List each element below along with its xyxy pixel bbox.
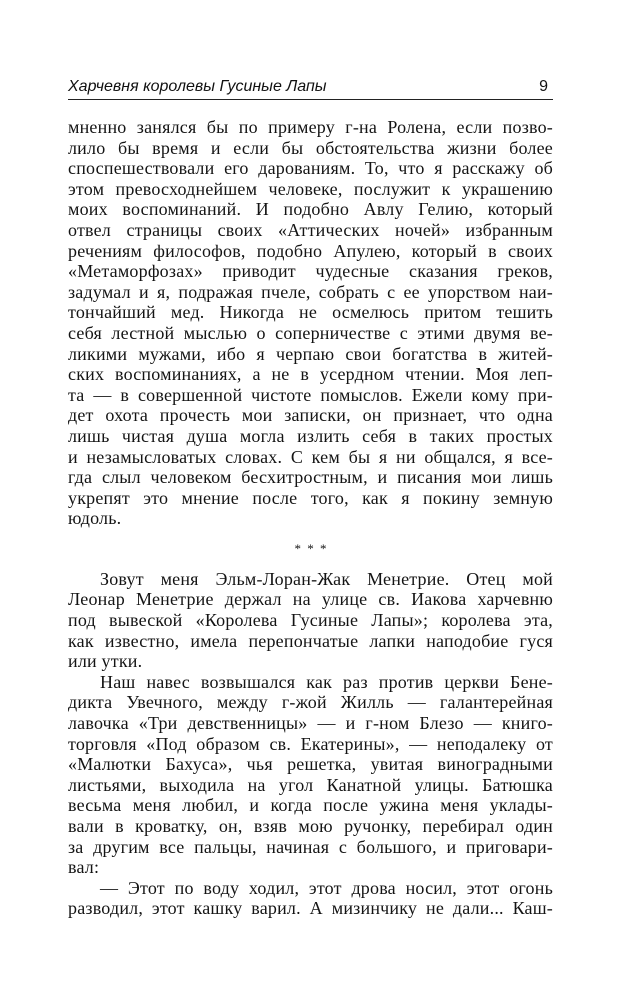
text-line: весьма меня любил, и когда после ужина меня уклады- [68,795,553,816]
text-line: дет охота прочесть мои записки, он признает, что одна [68,405,553,426]
text-line: «Малютки Бахуса», чья решетка, увитая виноградными [68,754,553,775]
paragraph-4 [68,878,553,919]
text-line: Наш навес возвышался как раз против церкви Бене- [100,671,553,692]
text-line: разводил, этот кашку варил. А мизинчику не дали... Каш- [68,898,553,919]
text-line: себя лестной мыслью о соперничестве с этими двумя ве- [68,322,553,343]
section-separator: * * * [294,540,327,556]
text-line: этом превосходнейшем человеке, послужит к украшению [68,178,553,199]
text-line: вали в кроватку, он, взяв мою ручонку, перебирал один [68,816,553,836]
text-line: лило бы время и если бы обстоятельства жизни более [68,137,553,158]
running-title: Харчевня королевы Гусиные Лапы [68,78,327,95]
text-line: речениям философов, подобно Апулею, который в своих [68,240,553,261]
text-line: и незамысловатых словах. С кем бы я ни общался, я все- [68,446,553,467]
text-line: «Метаморфозах» приводит чудесные сказания греков, [68,261,553,282]
text-line: — Этот по воду ходил, этот дрова носил, этот огонь [100,877,553,898]
text-block [68,117,553,919]
text-line: ских воспоминаниях, а не в усердном чтении. Моя леп- [68,364,553,385]
text-line: Зовут меня Эльм-Лоран-Жак Менетрие. Отец мой [100,568,553,589]
header-rule [68,99,553,100]
text-line: моих воспоминаний. И подобно Авлу Гелию, который [68,199,553,220]
text-line: споспешествовали его дарованиям. То, что я расскажу об [68,158,553,179]
text-line: тончайший мед. Никогда не осмелюсь притом тешить [68,302,553,323]
text-line: за другим все пальцы, начиная с большого, и приговари- [68,836,553,857]
text-line: мненно занялся бы по примеру г-на Ролена, если позво- [68,117,553,137]
text-line: юдоль. [68,508,122,529]
text-line: та — в совершенной чистоте помыслов. Ежели кому при- [68,384,553,405]
text-line: листьями, выходила на угол Канатной улицы. Батюшка [68,774,553,795]
text-line: задумал и я, подражая пчеле, собрать с ее упорством наи- [68,281,553,302]
text-line: торговля «Под образом св. Екатерины», — неподалеку от [68,733,553,754]
page-number: 9 [539,78,548,95]
paragraph-1 [68,117,553,529]
text-line: лишь чистая душа могла излить себя в таких простых [68,425,553,446]
text-line: лавочка «Три девственницы» — и г-ном Блезо — книго- [68,713,553,734]
paragraph-2 [68,569,553,672]
text-line: или утки. [68,651,143,672]
text-line: укрепят это мнение после того, как я покину земную [68,487,553,508]
text-line: под вывеской «Королева Гусиные Лапы»; королева эта, [68,610,553,631]
text-line: дикта Увечного, между г-жой Жилль — галантерейная [68,692,553,713]
text-line: как известно, имела перепончатые лапки наподобие гуся [68,630,553,651]
text-line: Леонар Менетрие держал на улице св. Иакова харчевню [68,589,553,610]
text-line: ликими мужами, ибо я черпаю свои богатства в житей- [68,343,553,364]
text-line: отвел страницы своих «Аттических ночей» избранным [68,219,553,240]
paragraph-3 [68,672,553,878]
text-line: гда слыл человеком бесхитростным, и писания мои лишь [68,467,553,488]
text-line: вал: [68,857,100,878]
running-header [68,76,553,97]
